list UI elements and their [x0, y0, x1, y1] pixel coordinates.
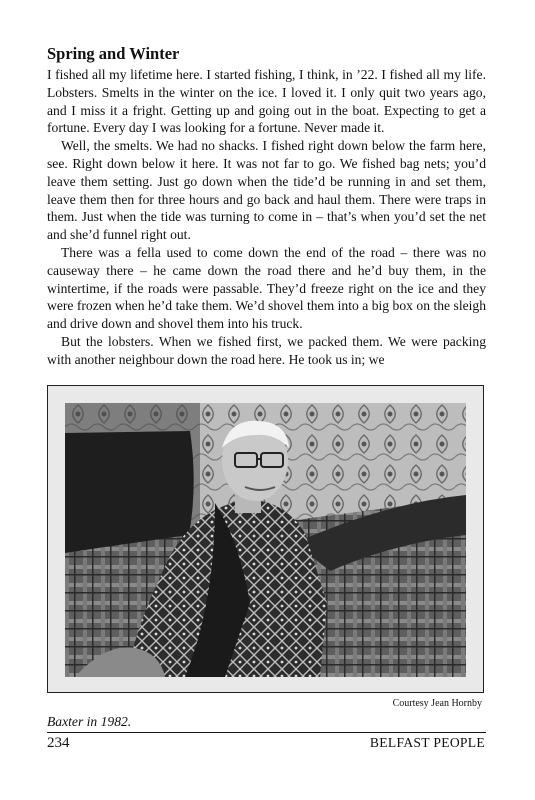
- portrait-photo: [65, 403, 466, 677]
- paragraph: I fished all my lifetime here. I started fishing, I think, in ’22. I fished all my life. Lobsters. Smelts in the winter on the ice. I loved it. I only quit two years ago, and I miss it a fright. Getting up and going out in the boat. Expecting to get a fortune. Every day I was looking for a fortune. Never made it.: [47, 67, 486, 136]
- photo-frame: [47, 385, 484, 693]
- body-text: [47, 66, 486, 369]
- paragraph: There was a fella used to come down the end of the road – there was no causeway there – he came down the road there and he’d buy them, in the wintertime, if the roads were passable. They’d freeze right on the ice and they were frozen when he’d take them. We’d shovel them into a big box on the sleigh and drive down and shovel them into his truck.: [47, 244, 486, 332]
- photo-illustration: [65, 403, 466, 677]
- photo-caption: Baxter in 1982.: [47, 714, 132, 729]
- paragraph: But the lobsters. When we fished first, we packed them. We were packing with another neighbour down the road here. He took us in; we: [47, 333, 486, 367]
- paragraph: Well, the smelts. We had no shacks. I fished right down below the farm here, see. Right down below it here. It was not far to go. We fished bag nets; you’d leave them setting. Just go down when the tide’d be running in and set them, leave them then for three hours and go back and haul them. There were traps in them. Just when the tide was turning to come in – that’s when you’d set the net and she’d funnel right out.: [47, 138, 486, 243]
- photo-credit: Courtesy Jean Hornby: [392, 698, 482, 709]
- running-head: BELFAST PEOPLE: [369, 735, 485, 750]
- page-number: 234: [47, 735, 70, 751]
- section-heading: Spring and Winter: [47, 44, 180, 63]
- footer-rule: [47, 732, 486, 733]
